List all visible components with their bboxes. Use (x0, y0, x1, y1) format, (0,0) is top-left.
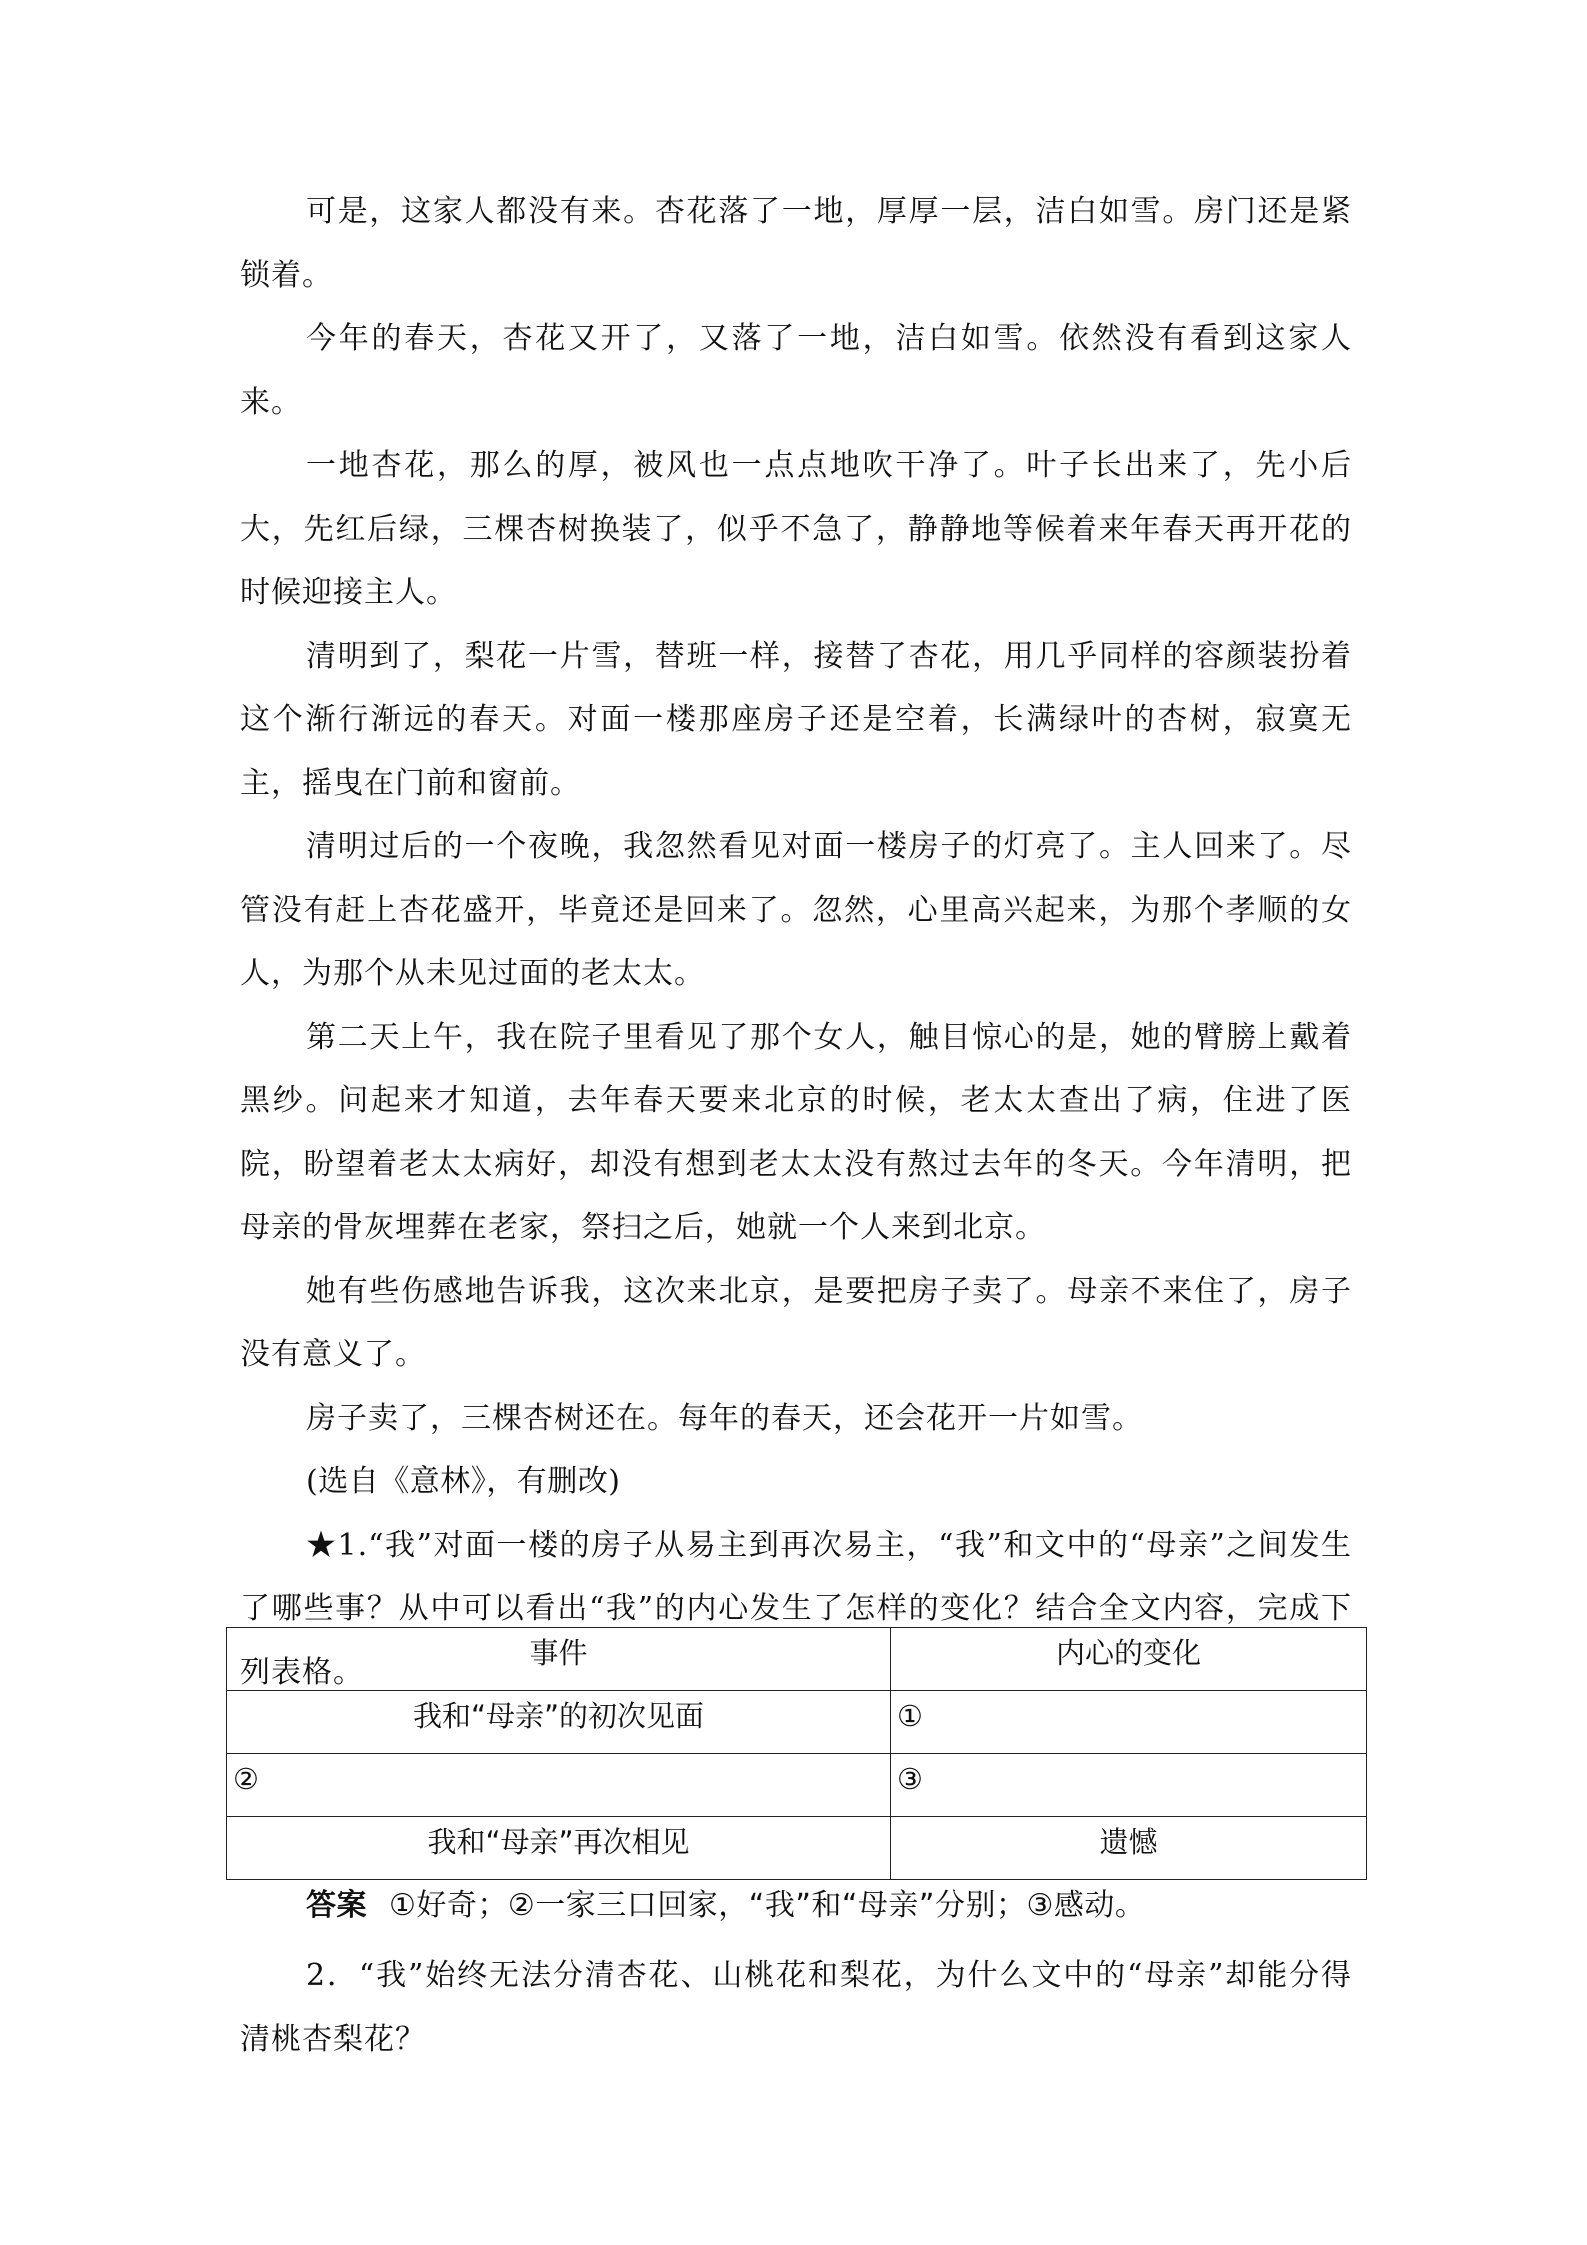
answer-line (306, 1880, 1145, 1924)
table-cell-change: ① (891, 1691, 1367, 1754)
paragraph: 一地杏花，那么的厚，被风也一点点地吹干净了。叶子长出来了，先小后大，先红后绿，三棵杏树换装了，似乎不急了，静静地等候着来年春天再开花的时候迎接主人。 (240, 448, 1352, 610)
answer-table (226, 1627, 1367, 1880)
table-row (227, 1691, 1367, 1754)
source-citation: (选自《意林》，有删改) (306, 1464, 621, 1499)
table-row (227, 1754, 1367, 1817)
question-2-block (240, 1944, 1352, 2071)
paragraph: 今年的春天，杏花又开了，又落了一地，洁白如雪。依然没有看到这家人来。 (240, 321, 1352, 420)
table-header-event: 事件 (227, 1628, 891, 1691)
answer-text: ①好奇；②一家三口回家，“我”和“母亲”分别；③感动。 (389, 1888, 1146, 1923)
paragraph: 她有些伤感地告诉我，这次来北京，是要把房子卖了。母亲不来住了，房子没有意义了。 (240, 1273, 1352, 1372)
table-header-row (227, 1628, 1367, 1691)
paragraph: 清明到了，梨花一片雪，替班一样，接替了杏花，用几乎同样的容颜装扮着这个渐行渐远的春天。对面一楼那座房子还是空着，长满绿叶的杏树，寂寞无主，摇曳在门前和窗前。 (240, 638, 1352, 801)
question-2: 2．“我”始终无法分清杏花、山桃花和梨花，为什么文中的“母亲”却能分得清桃杏梨花？ (240, 1958, 1352, 2057)
paragraph: 房子卖了，三棵杏树还在。每年的春天，还会花开一片如雪。 (306, 1400, 1143, 1436)
paragraph: 清明过后的一个夜晚，我忽然看见对面一楼房子的灯亮了。主人回来了。尽管没有赶上杏花盛开，毕竟还是回来了。忽然，心里高兴起来，为那个孝顺的女人，为那个从未见过面的老太太。 (240, 829, 1352, 991)
paragraph: 第二天上午，我在院子里看见了那个女人，触目惊心的是，她的臂膀上戴着黑纱。问起来才知道，去年春天要来北京的时候，老太太查出了病，住进了医院，盼望着老太太病好，却没有想到老太太没有熬过去年的冬天。今年清明，把母亲的骨灰埋葬在老家，祭扫之后，她就一个人来到北京。 (240, 1019, 1352, 1245)
table-cell-event: ② (227, 1754, 891, 1817)
table-row (227, 1817, 1367, 1880)
article-body (240, 180, 1352, 1704)
question-1: ★1.“我”对面一楼的房子从易主到再次易主，“我”和文中的“母亲”之间发生了哪些事？从中可以看出“我”的内心发生了怎样的变化？结合全文内容，完成下列表格。 (240, 1527, 1352, 1690)
table-cell-change: 遗憾 (891, 1817, 1367, 1880)
answer-label: 答案 (306, 1888, 367, 1923)
table-cell-event: 我和“母亲”再次相见 (227, 1817, 891, 1880)
table-cell-change: ③ (891, 1754, 1367, 1817)
table-header-change: 内心的变化 (891, 1628, 1367, 1691)
paragraph: 可是，这家人都没有来。杏花落了一地，厚厚一层，洁白如雪。房门还是紧锁着。 (240, 194, 1352, 293)
table-cell-event: 我和“母亲”的初次见面 (227, 1691, 891, 1754)
